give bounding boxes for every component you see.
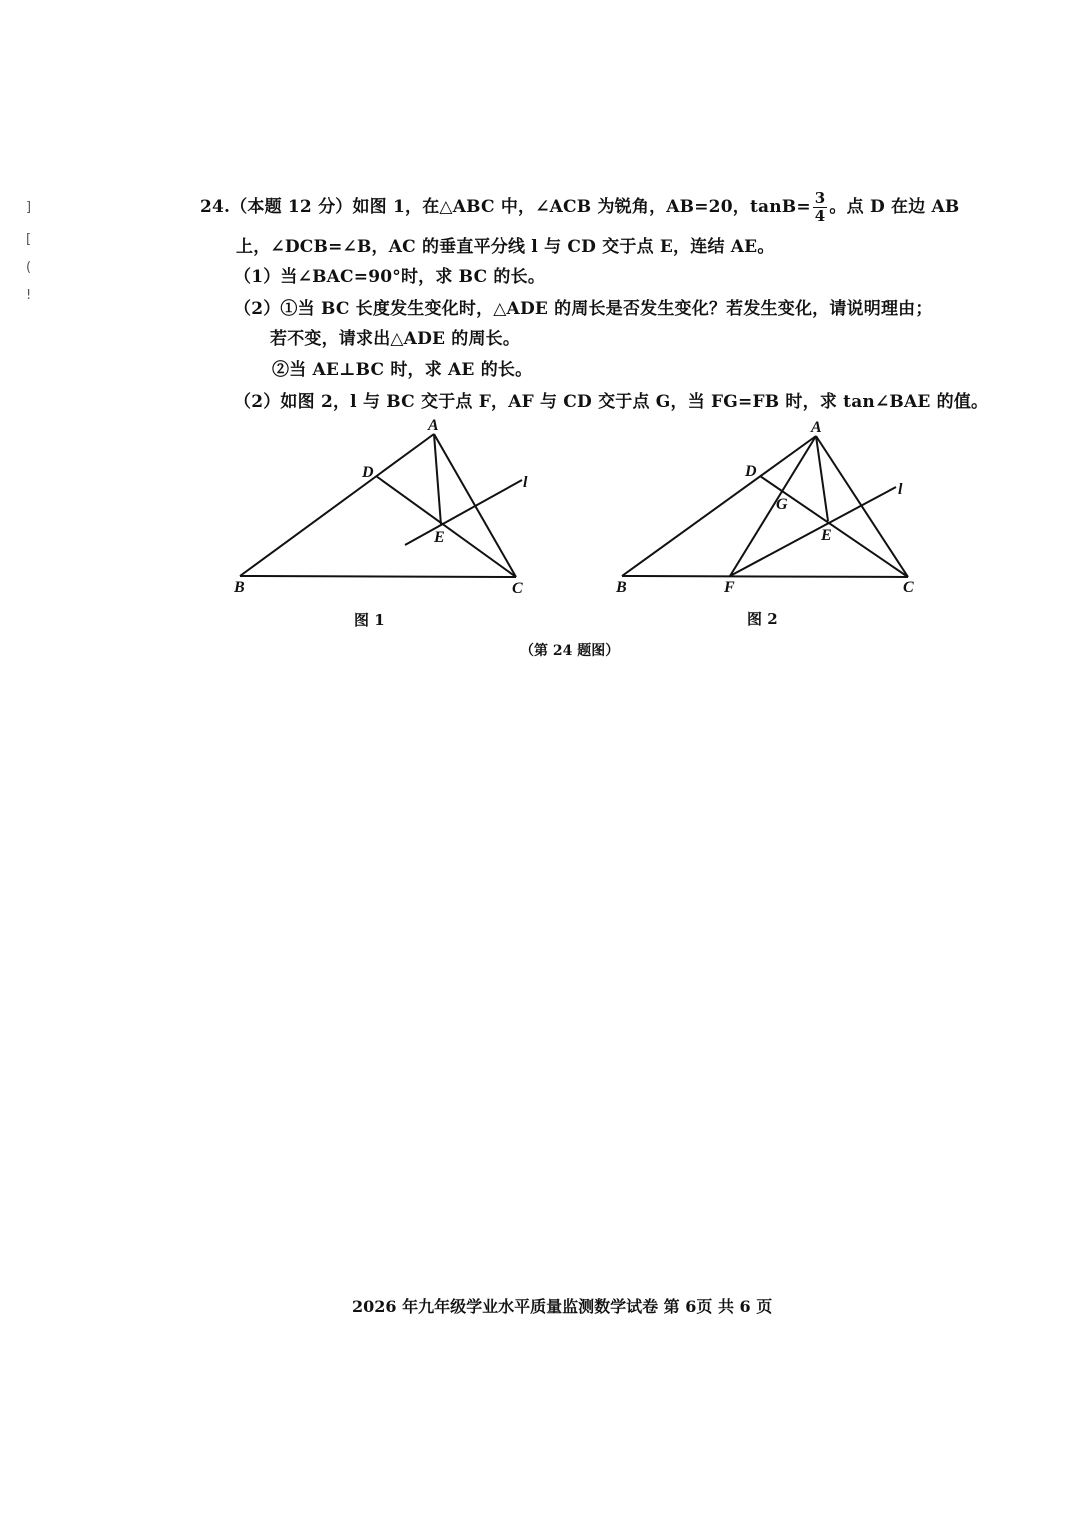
question-points: （本题 12 分） [230, 197, 353, 217]
label-d: D [362, 464, 374, 481]
figures-caption: （第 24 题图） [520, 643, 620, 659]
binding-mark: [ [26, 232, 32, 247]
label-c: C [903, 579, 914, 596]
part-2-2: ②当 AE⊥BC 时，求 AE 的长。 [272, 360, 533, 380]
label-c: C [512, 580, 523, 597]
question-text-1a: 如图 1，在△ABC 中，∠ACB 为锐角，AB=20，tanB= [352, 197, 811, 217]
page-footer: 2026 年九年级学业水平质量监测数学试卷 第 6页 共 6 页 [352, 1297, 773, 1316]
label-e: E [434, 529, 445, 546]
segment-ae [816, 436, 828, 521]
bisector-l [730, 487, 896, 576]
segment-ac [816, 436, 908, 577]
label-l: l [898, 481, 903, 498]
figure-1-caption: 图 1 [354, 611, 385, 629]
segment-bc [622, 576, 908, 577]
label-a: A [811, 419, 822, 436]
binding-mark: ( [26, 260, 32, 275]
part-1: （1）当∠BAC=90°时，求 BC 的长。 [234, 267, 546, 287]
binding-mark: ! [26, 288, 32, 303]
fraction-denominator: 4 [814, 207, 826, 225]
label-d: D [745, 463, 757, 480]
label-b: B [234, 579, 245, 596]
part-3: （2）如图 2，l 与 BC 交于点 F，AF 与 CD 交于点 G，当 FG=FB 时，求 tan∠BAE 的值。 [234, 392, 989, 412]
figure-2-caption: 图 2 [747, 610, 778, 628]
part-2-1: （2）①当 BC 长度发生变化时，△ADE 的周长是否发生变化？若发生变化，请说明理由； [234, 299, 933, 319]
question-number: 24. [200, 197, 231, 217]
question-text-1b: 。点 D 在边 AB [829, 197, 960, 217]
label-a: A [428, 417, 439, 434]
label-e: E [821, 527, 832, 544]
label-l: l [523, 474, 528, 491]
label-b: B [616, 579, 627, 596]
question-line-2: 上，∠DCB=∠B，AC 的垂直平分线 l 与 CD 交于点 E，连结 AE。 [236, 237, 775, 257]
part-2-1-cont: 若不变，请求出△ADE 的周长。 [270, 329, 521, 349]
figure-2 [0, 0, 1080, 700]
fraction-numerator: 3 [814, 189, 826, 207]
binding-mark: ] [26, 200, 32, 215]
label-f: F [724, 579, 735, 596]
label-g: G [776, 496, 788, 513]
